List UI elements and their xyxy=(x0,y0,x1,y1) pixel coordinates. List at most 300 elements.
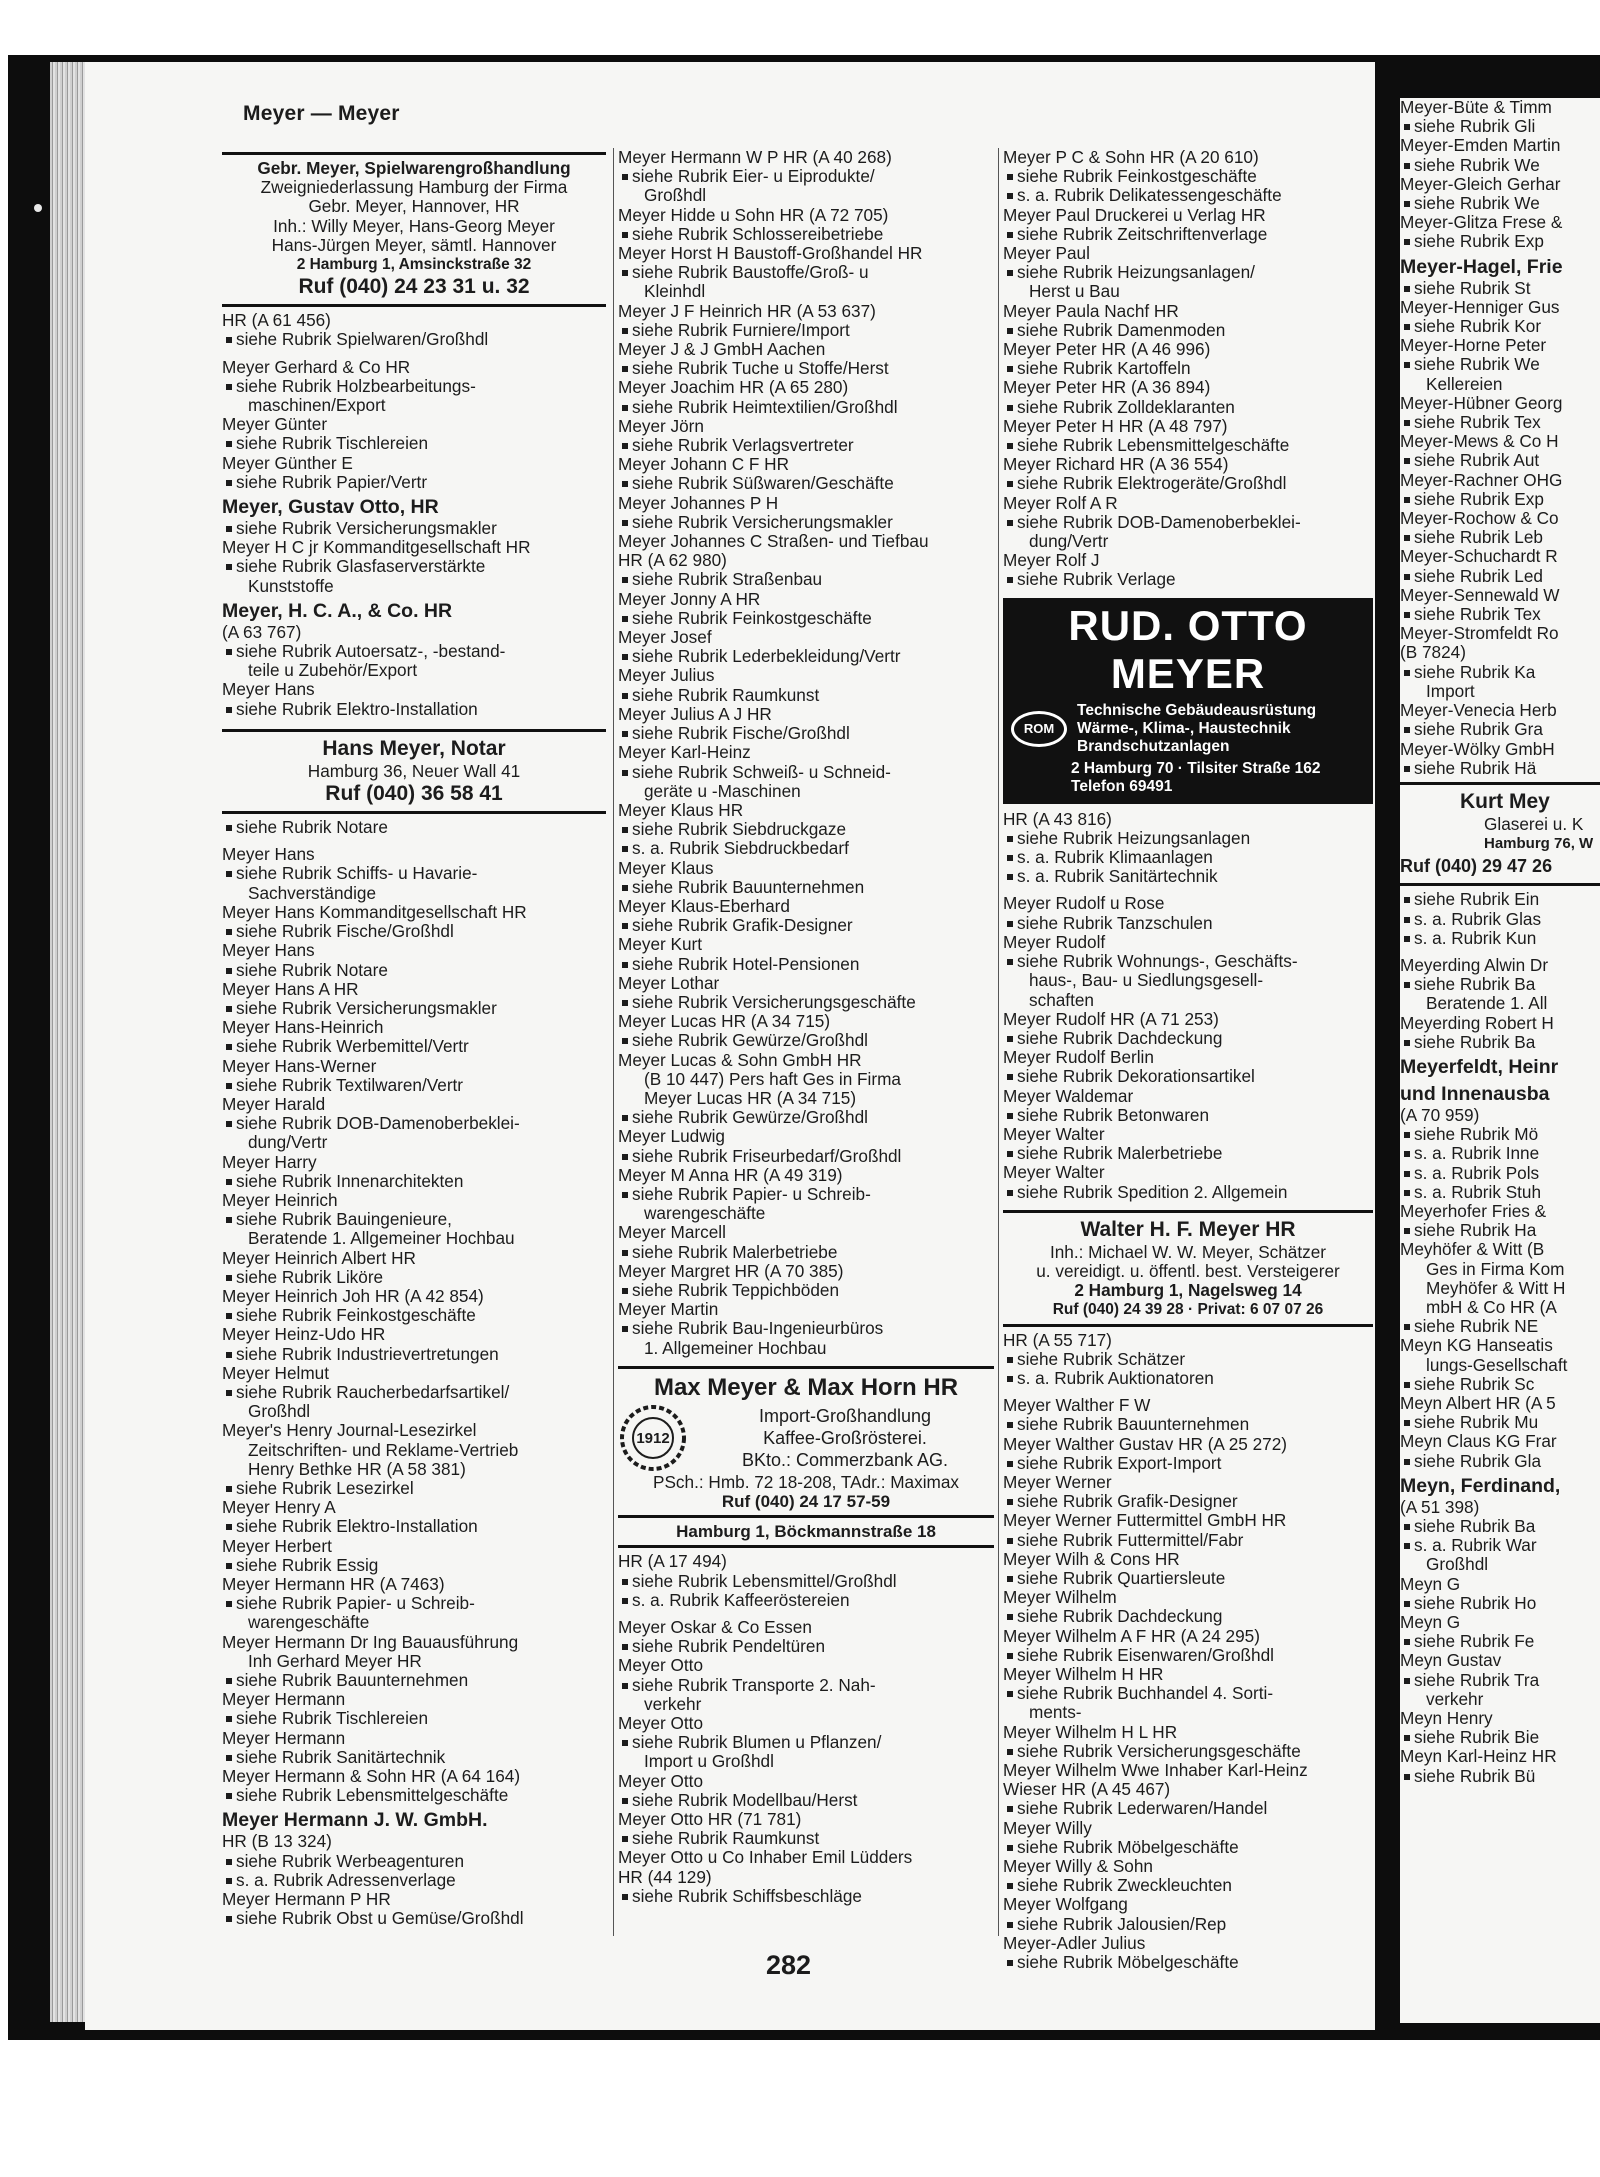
entry-name: Meyer Klaus HR xyxy=(618,799,744,820)
entry-continuation: Großhdl xyxy=(644,185,707,206)
rubrik-ref: siehe Rubrik Exp xyxy=(1400,490,1600,509)
entry-name: Meyer Hans xyxy=(222,940,315,961)
rubrik-ref: siehe Rubrik Obst u Gemüse/Großhdl xyxy=(222,1909,606,1928)
rubrik-ref: siehe Rubrik Mö xyxy=(1400,1125,1600,1144)
rubrik-ref: siehe Rubrik Verlage xyxy=(1003,570,1373,589)
ad-line: Brandschutzanlagen xyxy=(1077,737,1230,755)
entry-continuation: Kleinhdl xyxy=(644,281,706,302)
ad-body xyxy=(618,1403,994,1473)
rule xyxy=(1003,1210,1373,1213)
notar-title: Hans Meyer, Notar xyxy=(322,736,506,760)
page-number: 282 xyxy=(766,1950,812,1980)
entry-name: Meyer's Henry Journal-Lesezirkel xyxy=(222,1420,477,1441)
entry-continuation: Großhdl xyxy=(248,1401,311,1422)
rubrik-ref: siehe Rubrik Tex xyxy=(1400,605,1600,624)
rubrik-ref: siehe Rubrik Werbeagenturen xyxy=(222,1852,606,1871)
rubrik-ref: siehe Rubrik Holzbearbeitungs- xyxy=(222,377,606,396)
entry-name: Meyer Wilhelm A F HR (A 24 295) xyxy=(1003,1625,1260,1646)
entry-name: Meyer Hans xyxy=(222,844,315,865)
rubrik-ref: siehe Rubrik Tischlereien xyxy=(222,434,606,453)
rubrik-ref: siehe Rubrik Möbelgeschäfte xyxy=(1003,1953,1373,1972)
entry-name: Meyer Hans Kommanditgesellschaft HR xyxy=(222,901,527,922)
gebr-meyer-box xyxy=(222,159,606,300)
entry-name: Meyer-Glitza Frese & xyxy=(1400,212,1563,233)
entry-name: Meyer Horst H Baustoff-Großhandel HR xyxy=(618,243,923,264)
entry-list xyxy=(1400,890,1600,1786)
box-address: 2 Hamburg 1, Amsinckstraße 32 xyxy=(296,256,532,274)
rubrik-ref: siehe Rubrik DOB-Damenoberbeklei- xyxy=(222,1114,606,1133)
entry-name: Meyn G xyxy=(1400,1573,1461,1594)
rubrik-ref: s. a. Rubrik Auktionatoren xyxy=(1003,1369,1373,1388)
kurt-line: Glaserei u. K xyxy=(1484,813,1584,834)
rubrik-ref: s. a. Rubrik Inne xyxy=(1400,1144,1600,1163)
rubrik-ref: siehe Rubrik Ho xyxy=(1400,1594,1600,1613)
entry-name: Meyer Lucas HR (A 34 715) xyxy=(618,1011,831,1032)
entry-name: Meyer-Rachner OHG xyxy=(1400,469,1563,490)
entry-name: (A 63 767) xyxy=(222,621,302,642)
rule xyxy=(222,152,606,155)
entry-name: Meyer Harry xyxy=(222,1151,317,1172)
entry-name: Meyer Paul xyxy=(1003,243,1090,264)
entry-continuation: verkehr xyxy=(644,1693,702,1714)
entry-continuation: maschinen/Export xyxy=(248,395,386,416)
column-3 xyxy=(1003,147,1373,1973)
rubrik-ref: siehe Rubrik Autoersatz-, -bestand- xyxy=(222,642,606,661)
seal-1912-icon xyxy=(618,1403,688,1473)
rubrik-ref: siehe Rubrik Quartiersleute xyxy=(1003,1569,1373,1588)
ad-lines xyxy=(1077,702,1316,756)
rubrik-ref: siehe Rubrik Eisenwaren/Großhdl xyxy=(1003,1646,1373,1665)
rubrik-ref: siehe Rubrik Lebensmittel/Großhdl xyxy=(618,1572,994,1591)
entry-name: Meyer Martin xyxy=(618,1299,719,1320)
rubrik-ref: siehe Rubrik Heimtextilien/Großhdl xyxy=(618,398,994,417)
rule xyxy=(1003,1324,1373,1327)
rubrik-ref: siehe Rubrik Zolldeklaranten xyxy=(1003,398,1373,417)
kurt-title: Kurt Mey xyxy=(1460,789,1550,813)
entry-name: Meyer Henry A xyxy=(222,1497,336,1518)
entry-name-bold: Meyer, Gustav Otto, HR xyxy=(222,496,439,519)
entry-name: Meyer Wolfgang xyxy=(1003,1894,1128,1915)
rubrik-ref: siehe Rubrik Gewürze/Großhdl xyxy=(618,1108,994,1127)
entry-name: Meyer-Hübner Georg xyxy=(1400,392,1563,413)
entry-name: Meyer Hermann W P HR (A 40 268) xyxy=(618,147,892,167)
rubrik-ref: siehe Rubrik Schlossereibetriebe xyxy=(618,225,994,244)
entry-name: Meyer-Wölky GmbH xyxy=(1400,738,1555,759)
entry-name: Meyer-Emden Martin xyxy=(1400,135,1561,156)
rubrik-ref: siehe Rubrik Futtermittel/Fabr xyxy=(1003,1531,1373,1550)
rule xyxy=(618,1366,994,1369)
entry-name: Meyn G xyxy=(1400,1612,1461,1633)
rubrik-ref: siehe Rubrik Dekorationsartikel xyxy=(1003,1067,1373,1086)
rubrik-ref: siehe Rubrik Wohnungs-, Geschäfts- xyxy=(1003,952,1373,971)
rule xyxy=(1400,883,1600,886)
entry-name: Meyer-Mews & Co H xyxy=(1400,431,1559,452)
rubrik-ref: siehe Rubrik Damenmoden xyxy=(1003,321,1373,340)
entry-name: Meyer Rolf A R xyxy=(1003,492,1118,513)
ad-address: Hamburg 1, Böckmannstraße 18 xyxy=(676,1522,936,1542)
rubrik-ref: siehe Rubrik Tischlereien xyxy=(222,1709,606,1728)
entry-name: Meyer Herbert xyxy=(222,1535,332,1556)
rud-otto-meyer-ad xyxy=(1003,598,1373,804)
rubrik-ref: siehe Rubrik Aut xyxy=(1400,451,1600,470)
rubrik-ref: siehe Rubrik Straßenbau xyxy=(618,570,994,589)
rubrik-ref: siehe Rubrik Malerbetriebe xyxy=(1003,1144,1373,1163)
ad-line: Technische Gebäudeausrüstung xyxy=(1077,701,1317,719)
notar-box xyxy=(222,736,606,807)
entry-name: Meyer Werner Futtermittel GmbH HR xyxy=(1003,1510,1287,1531)
entry-list xyxy=(1003,810,1373,1202)
rubrik-ref: siehe Rubrik Kartoffeln xyxy=(1003,359,1373,378)
box-phone: Ruf (040) 24 23 31 u. 32 xyxy=(298,275,530,299)
rubrik-ref: siehe Rubrik Papier/Vertr xyxy=(222,473,606,492)
entry-name: Meyer-Henniger Gus xyxy=(1400,296,1560,317)
entry-continuation: Sachverständige xyxy=(248,882,377,903)
entry-continuation: Ges in Firma Kom xyxy=(1426,1258,1565,1279)
rubrik-ref: siehe Rubrik Elektro-Installation xyxy=(222,700,606,719)
entry-name: Meyer Peter HR (A 36 894) xyxy=(1003,377,1211,398)
entry-continuation: Inh Gerhard Meyer HR xyxy=(248,1650,422,1671)
entry-name: Meyer Walter xyxy=(1003,1162,1105,1183)
ad-address: 2 Hamburg 70 · Tilsiter Straße 162 xyxy=(1071,759,1321,777)
walter-address: 2 Hamburg 1, Nagelsweg 14 xyxy=(1074,1280,1302,1301)
rubrik-ref: siehe Rubrik Modellbau/Herst xyxy=(618,1791,994,1810)
column-4 xyxy=(1400,98,1600,2023)
rubrik-ref: siehe Rubrik Versicherungsgeschäfte xyxy=(618,993,994,1012)
entry-name: Meyer Klaus-Eberhard xyxy=(618,895,790,916)
rubrik-ref: siehe Rubrik Gli xyxy=(1400,117,1600,136)
entry-name: Meyer Heinrich Joh HR (A 42 854) xyxy=(222,1285,484,1306)
rubrik-ref: siehe Rubrik We xyxy=(1400,156,1600,175)
walter-line: Inh.: Michael W. W. Meyer, Schätzer xyxy=(1049,1241,1327,1262)
entry-name: Meyer Paul Druckerei u Verlag HR xyxy=(1003,204,1266,225)
entry-continuation: teile u Zubehör/Export xyxy=(248,660,418,681)
entry-name: Meyer-Schuchardt R xyxy=(1400,546,1558,567)
rubrik-ref: siehe Rubrik Heizungsanlagen/ xyxy=(1003,263,1373,282)
notar-phone: Ruf (040) 36 58 41 xyxy=(325,782,503,806)
rubrik-ref: siehe Rubrik Zweckleuchten xyxy=(1003,1876,1373,1895)
entry-name: (B 7824) xyxy=(1400,642,1466,663)
notar-address: Hamburg 36, Neuer Wall 41 xyxy=(307,760,521,781)
entry-name: Meyer-Horne Peter xyxy=(1400,335,1547,356)
entry-name: Meyn Albert HR (A 5 xyxy=(1400,1392,1556,1413)
running-head: Meyer — Meyer xyxy=(243,102,400,125)
entry-name: Meyer Otto HR (71 781) xyxy=(618,1809,802,1830)
rubrik-ref: siehe Rubrik Dachdeckung xyxy=(1003,1607,1373,1626)
rubrik-ref: s. a. Rubrik Siebdruckbedarf xyxy=(618,839,994,858)
entry-name: Meyer Waldemar xyxy=(1003,1085,1134,1106)
entry-list xyxy=(618,1552,994,1906)
rubrik-ref: siehe Rubrik Textilwaren/Vertr xyxy=(222,1076,606,1095)
ad-phone: Telefon 69491 xyxy=(1071,777,1173,795)
entry-name: HR (44 129) xyxy=(618,1866,712,1887)
entry-continuation: warengeschäfte xyxy=(644,1203,766,1224)
rubrik-ref: siehe Rubrik Jalousien/Rep xyxy=(1003,1915,1373,1934)
walter-meyer-box xyxy=(1003,1217,1373,1320)
entry-name: HR (A 55 717) xyxy=(1003,1329,1112,1350)
column-2 xyxy=(618,148,994,1938)
entry-name: Meyer Günter xyxy=(222,414,328,435)
entry-name: Meyer Rudolf HR (A 71 253) xyxy=(1003,1008,1219,1029)
entry-name: Meyer Jörn xyxy=(618,415,704,436)
ad-head: Max Meyer & Max Horn HR xyxy=(653,1373,959,1401)
rubrik-ref: s. a. Rubrik Sanitärtechnik xyxy=(1003,867,1373,886)
entry-name: Meyer Wilhelm H HR xyxy=(1003,1664,1164,1684)
entry-name: HR (A 62 980) xyxy=(618,550,727,571)
entry-name-bold: Meyer Hermann J. W. GmbH. xyxy=(222,1809,488,1832)
entry-name: Meyer Hermann xyxy=(222,1689,346,1710)
rubrik-ref: siehe Rubrik Versicherungsgeschäfte xyxy=(1003,1742,1373,1761)
ad-lines xyxy=(696,1405,994,1471)
rubrik-ref: siehe Rubrik Export-Import xyxy=(1003,1454,1373,1473)
rubrik-ref: siehe Rubrik Transporte 2. Nah- xyxy=(618,1676,994,1695)
rubrik-ref: siehe Rubrik Ba xyxy=(1400,1033,1600,1052)
entry-continuation: Meyer Lucas HR (A 34 715) xyxy=(644,1087,857,1108)
rubrik-ref: siehe Rubrik Grafik-Designer xyxy=(618,916,994,935)
ad-line: BKto.: Commerzbank AG. xyxy=(741,1449,949,1470)
entry-name: Meyn Gustav xyxy=(1400,1650,1502,1671)
rubrik-ref: siehe Rubrik Siebdruckgaze xyxy=(618,820,994,839)
entry-name: Meyer-Stromfeldt Ro xyxy=(1400,623,1559,644)
rubrik-ref: siehe Rubrik Raumkunst xyxy=(618,1829,994,1848)
entry-name: Meyer Harald xyxy=(222,1093,326,1114)
entry-name: Meyer Rudolf u Rose xyxy=(1003,893,1165,914)
entry-name: HR (B 13 324) xyxy=(222,1831,332,1852)
max-meyer-ad xyxy=(618,1373,994,1542)
entry-name: Meyer Hermann Dr Ing Bauausführung xyxy=(222,1631,519,1652)
rubrik-ref: s. a. Rubrik Glas xyxy=(1400,910,1600,929)
entry-name: HR (A 61 456) xyxy=(222,310,331,331)
entry-name: Meyer H C jr Kommanditgesellschaft HR xyxy=(222,537,531,558)
rom-logo-icon: ROM xyxy=(1011,711,1067,747)
entry-name: Meyer-Rochow & Co xyxy=(1400,508,1559,529)
entry-name: Meyn Henry xyxy=(1400,1708,1493,1729)
rubrik-ref: siehe Rubrik NE xyxy=(1400,1317,1600,1336)
rubrik-ref: siehe Rubrik Bauunternehmen xyxy=(222,1671,606,1690)
rubrik-ref: siehe Rubrik Schweiß- u Schneid- xyxy=(618,763,994,782)
rubrik-ref: siehe Rubrik Bauingenieure, xyxy=(222,1210,606,1229)
rubrik-ref: siehe Rubrik Leb xyxy=(1400,528,1600,547)
rule xyxy=(222,811,606,814)
column-divider xyxy=(998,148,999,1936)
entry-continuation: mbH & Co HR (A xyxy=(1426,1296,1557,1317)
entry-list xyxy=(222,311,606,719)
rubrik-ref: siehe Rubrik Bau-Ingenieurbüros xyxy=(618,1319,994,1338)
rubrik-ref: s. a. Rubrik Delikatessengeschäfte xyxy=(1003,186,1373,205)
entry-name: Meyer Hans-Heinrich xyxy=(222,1017,384,1038)
rubrik-ref: siehe Rubrik Ba xyxy=(1400,1517,1600,1536)
rubrik-ref: siehe Rubrik Hä xyxy=(1400,759,1600,778)
entry-name: Meyer Klaus xyxy=(618,857,714,878)
rubrik-ref: siehe Rubrik Teppichböden xyxy=(618,1281,994,1300)
rubrik-ref: siehe Rubrik Tanzschulen xyxy=(1003,914,1373,933)
entry-continuation: geräte u -Maschinen xyxy=(644,780,801,801)
rubrik-ref: siehe Rubrik Sc xyxy=(1400,1375,1600,1394)
entry-name: Meyer Hermann P HR xyxy=(222,1889,391,1910)
box-line: Zweigniederlassung Hamburg der Firma xyxy=(260,177,568,198)
column-divider xyxy=(613,148,614,1936)
entry-continuation: Beratende 1. All xyxy=(1426,993,1548,1014)
rubrik-ref: siehe Rubrik Gewürze/Großhdl xyxy=(618,1031,994,1050)
entry-name: Meyer-Adler Julius xyxy=(1003,1932,1146,1953)
entry-list xyxy=(1003,148,1373,590)
walter-line: u. vereidigt. u. öffentl. best. Versteigerer xyxy=(1036,1260,1340,1281)
entry-name: Meyer Gerhard & Co HR xyxy=(222,356,411,377)
rubrik-ref: siehe Rubrik Malerbetriebe xyxy=(618,1243,994,1262)
walter-title: Walter H. F. Meyer HR xyxy=(1080,1217,1296,1241)
entry-name: Meyer Hidde u Sohn HR (A 72 705) xyxy=(618,204,889,225)
entry-name: Meyer Jonny A HR xyxy=(618,588,761,609)
rubrik-ref: siehe Rubrik Ha xyxy=(1400,1221,1600,1240)
rubrik-ref: siehe Rubrik Fische/Großhdl xyxy=(618,724,994,743)
entry-name: Meyer P C & Sohn HR (A 20 610) xyxy=(1003,147,1259,167)
entry-continuation: ments- xyxy=(1029,1702,1082,1723)
rubrik-ref: siehe Rubrik Fe xyxy=(1400,1632,1600,1651)
rubrik-ref: siehe Rubrik St xyxy=(1400,279,1600,298)
rubrik-ref: siehe Rubrik Hotel-Pensionen xyxy=(618,955,994,974)
rubrik-ref: siehe Rubrik Ba xyxy=(1400,975,1600,994)
entry-continuation: Großhdl xyxy=(1426,1554,1489,1575)
ad-psch: PSch.: Hmb. 72 18-208, TAdr.: Maximax xyxy=(653,1471,959,1492)
entry-continuation: verkehr xyxy=(1426,1688,1484,1709)
rubrik-ref: siehe Rubrik Lederwaren/Handel xyxy=(1003,1799,1373,1818)
rubrik-ref: siehe Rubrik Led xyxy=(1400,567,1600,586)
entry-name: Meyer Karl-Heinz xyxy=(618,742,751,763)
entry-continuation: Kellereien xyxy=(1426,373,1503,394)
column-1 xyxy=(222,148,606,1938)
rubrik-ref: siehe Rubrik Tra xyxy=(1400,1671,1600,1690)
entry-name: Meyer Paula Nachf HR xyxy=(1003,300,1179,321)
ad-phone: Ruf (040) 24 17 57-59 xyxy=(721,1492,891,1511)
entry-name: Meyer Wilhelm Wwe Inhaber Karl-Heinz xyxy=(1003,1760,1308,1781)
entry-continuation: schaften xyxy=(1029,989,1094,1010)
rubrik-ref: siehe Rubrik Grafik-Designer xyxy=(1003,1492,1373,1511)
rubrik-ref: siehe Rubrik Notare xyxy=(222,961,606,980)
entry-name: Meyer Ludwig xyxy=(618,1126,725,1147)
entry-name: Meyer Hermann & Sohn HR (A 64 164) xyxy=(222,1766,521,1787)
entry-name: Meyer Hans xyxy=(222,679,315,700)
rubrik-ref: siehe Rubrik We xyxy=(1400,355,1600,374)
entry-name: Meyer Heinrich xyxy=(222,1189,338,1210)
ad-row xyxy=(1011,702,1365,756)
entry-name: Meyer-Büte & Timm xyxy=(1400,97,1552,117)
entry-name: Meyer Otto xyxy=(618,1770,704,1791)
entry-name: Meyer Hans A HR xyxy=(222,978,359,999)
entry-name: HR (A 43 816) xyxy=(1003,808,1112,829)
rubrik-ref: siehe Rubrik Eier- u Eiprodukte/ xyxy=(618,167,994,186)
entry-name: Meyer-Venecia Herb xyxy=(1400,700,1557,721)
entry-continuation: Zeitschriften- und Reklame-Vertrieb xyxy=(248,1439,519,1460)
rubrik-ref: siehe Rubrik Werbemittel/Vertr xyxy=(222,1037,606,1056)
entry-name: Meyer Heinz-Udo HR xyxy=(222,1324,386,1345)
rubrik-ref: siehe Rubrik Ka xyxy=(1400,663,1600,682)
rubrik-ref: siehe Rubrik Verlagsvertreter xyxy=(618,436,994,455)
binding-hole xyxy=(34,204,42,212)
entry-name: (A 51 398) xyxy=(1400,1496,1480,1517)
entry-name-bold: und Innenausba xyxy=(1400,1082,1550,1105)
rubrik-ref: siehe Rubrik Kor xyxy=(1400,317,1600,336)
rubrik-ref: siehe Rubrik Furniere/Import xyxy=(618,321,994,340)
entry-continuation: (B 10 447) Pers haft Ges in Firma xyxy=(644,1068,901,1089)
entry-name: Meyer Hans-Werner xyxy=(222,1055,377,1076)
ad-line: Kaffee-Großrösterei. xyxy=(763,1427,927,1448)
rule xyxy=(222,729,606,732)
entry-name: Meyer Rudolf Berlin xyxy=(1003,1047,1154,1068)
rubrik-ref: siehe Rubrik Betonwaren xyxy=(1003,1106,1373,1125)
entry-name: Meyer Kurt xyxy=(618,934,703,955)
ad-name: RUD. OTTO MEYER xyxy=(1068,601,1308,697)
rubrik-ref: siehe Rubrik Möbelgeschäfte xyxy=(1003,1838,1373,1857)
rubrik-ref: siehe Rubrik Elektrogeräte/Großhdl xyxy=(1003,474,1373,493)
rubrik-ref: siehe Rubrik DOB-Damenoberbeklei- xyxy=(1003,513,1373,532)
rubrik-ref: siehe Rubrik Feinkostgeschäfte xyxy=(222,1306,606,1325)
entry-name: Meyer Johannes P H xyxy=(618,492,779,513)
rubrik-ref: siehe Rubrik Baustoffe/Groß- u xyxy=(618,263,994,282)
rubrik-ref: s. a. Rubrik Klimaanlagen xyxy=(1003,848,1373,867)
rubrik-ref: siehe Rubrik Friseurbedarf/Großhdl xyxy=(618,1147,994,1166)
entry-name: Meyer Otto xyxy=(618,1655,704,1676)
kurt-address: Hamburg 76, W xyxy=(1484,835,1594,853)
rubrik-ref: siehe Rubrik Bauunternehmen xyxy=(1003,1415,1373,1434)
entry-name: Meyer Otto xyxy=(618,1713,704,1734)
entry-name: Meyerding Robert H xyxy=(1400,1012,1554,1033)
rubrik-ref: siehe Rubrik Ein xyxy=(1400,890,1600,909)
rubrik-ref: siehe Rubrik Liköre xyxy=(222,1268,606,1287)
rubrik-ref: siehe Rubrik Spielwaren/Großhdl xyxy=(222,330,606,349)
entry-continuation: Import xyxy=(1426,680,1475,701)
rubrik-ref: siehe Rubrik Bü xyxy=(1400,1767,1600,1786)
entry-list xyxy=(1003,1331,1373,1973)
entry-name: Wieser HR (A 45 467) xyxy=(1003,1779,1171,1800)
rubrik-ref: siehe Rubrik Gla xyxy=(1400,1452,1600,1471)
entry-name: Meyn Claus KG Frar xyxy=(1400,1431,1557,1452)
entry-continuation: Meyhöfer & Witt H xyxy=(1426,1277,1566,1298)
rubrik-ref: siehe Rubrik Spedition 2. Allgemein xyxy=(1003,1183,1373,1202)
entry-name: Meyer Johann C F HR xyxy=(618,454,789,475)
entry-name: Meyer Willy xyxy=(1003,1817,1092,1838)
entry-name: Meyer Wilhelm H L HR xyxy=(1003,1721,1178,1742)
rubrik-ref: siehe Rubrik Essig xyxy=(222,1556,606,1575)
entry-continuation: Herst u Bau xyxy=(1029,281,1120,302)
kurt-phone: Ruf (040) 29 47 26 xyxy=(1400,856,1553,877)
entry-name: Meyer-Sennewald W xyxy=(1400,584,1560,605)
entry-name: Meyer Wilh & Cons HR xyxy=(1003,1548,1180,1569)
rubrik-ref: siehe Rubrik Blumen u Pflanzen/ xyxy=(618,1733,994,1752)
rubrik-ref: siehe Rubrik Mu xyxy=(1400,1413,1600,1432)
entry-continuation: warengeschäfte xyxy=(248,1612,370,1633)
entry-name: Meyer Lothar xyxy=(618,972,720,993)
entry-list xyxy=(618,148,994,1358)
rubrik-ref: siehe Rubrik Schiffsbeschläge xyxy=(618,1887,994,1906)
entry-name: Meyer M Anna HR (A 49 319) xyxy=(618,1164,843,1185)
rubrik-ref: siehe Rubrik Bie xyxy=(1400,1728,1600,1747)
rubrik-ref: siehe Rubrik Lesezirkel xyxy=(222,1479,606,1498)
box-line: Inh.: Willy Meyer, Hans-Georg Meyer xyxy=(273,215,555,236)
entry-name: (A 70 959) xyxy=(1400,1104,1480,1125)
entry-name: Meyer Walter xyxy=(1003,1123,1105,1144)
rule xyxy=(1400,782,1600,785)
entry-continuation: Kunststoffe xyxy=(248,575,334,596)
entry-name: Meyer Marcell xyxy=(618,1222,726,1243)
rule xyxy=(618,1515,994,1518)
entry-continuation: 1. Allgemeiner Hochbau xyxy=(644,1337,827,1358)
entry-name: Meyer Johannes C Straßen- und Tiefbau xyxy=(618,531,929,552)
rubrik-ref: siehe Rubrik Elektro-Installation xyxy=(222,1517,606,1536)
rubrik-ref: siehe Rubrik Papier- u Schreib- xyxy=(222,1594,606,1613)
rubrik-ref: siehe Rubrik Dachdeckung xyxy=(1003,1029,1373,1048)
entry-name: Meyer Richard HR (A 36 554) xyxy=(1003,454,1229,475)
rubrik-ref: siehe Rubrik Innenarchitekten xyxy=(222,1172,606,1191)
entry-name: Meyer Walther F W xyxy=(1003,1395,1151,1416)
